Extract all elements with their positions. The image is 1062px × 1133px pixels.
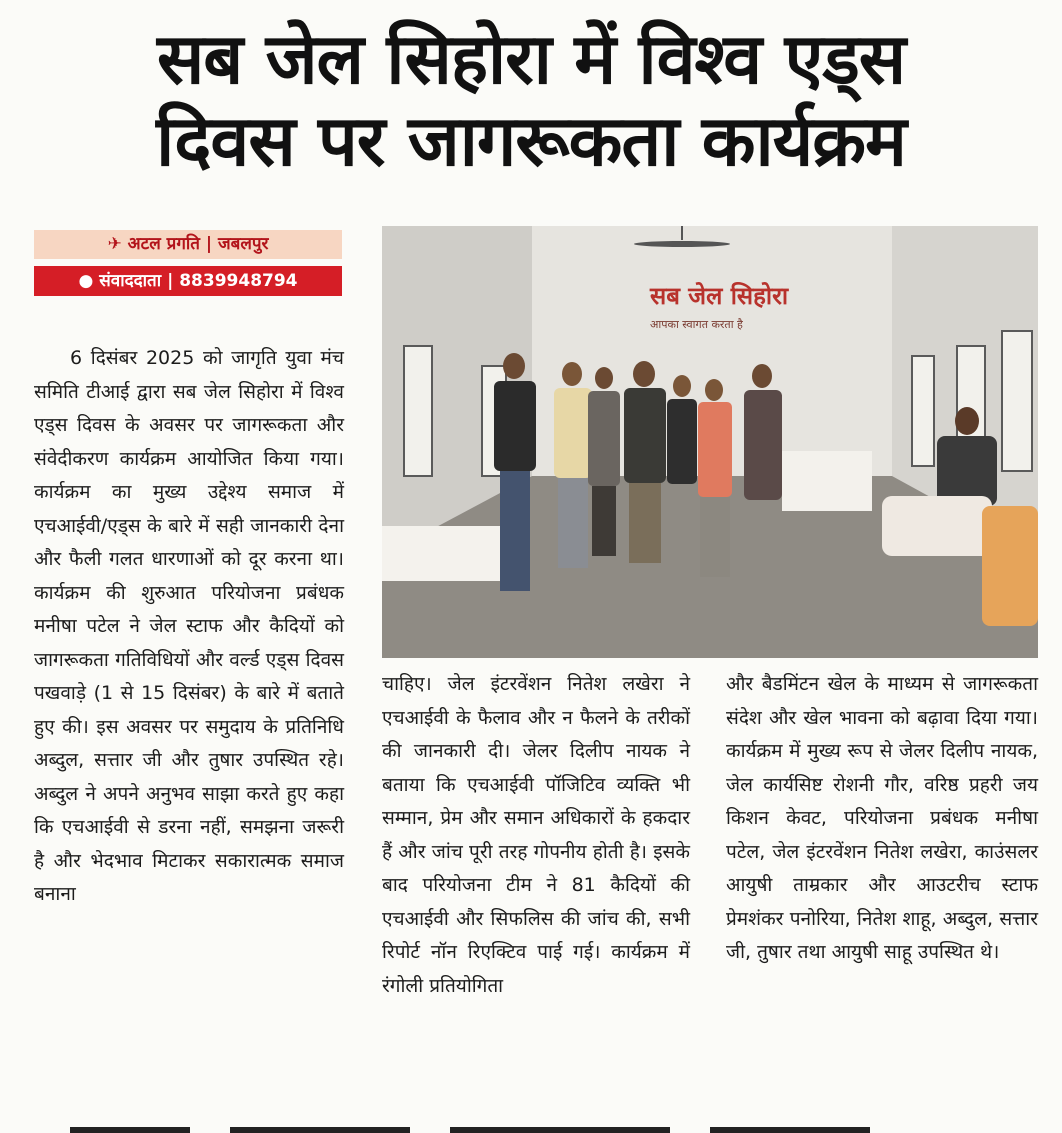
cutoff-next-headline [70,1116,1000,1133]
reporter-phone: 8839948794 [179,271,298,291]
article-column-3-text: और बैडमिंटन खेल के माध्यम से जागरूकता संदेश और खेल भावना को बढ़ावा दिया गया। कार्यक्रम में मुख्य रूप से जेलर दिलीप नायक, जेल कार्यसिष्ट रोशनी गौर, वरिष्ठ प्रहरी जय किशन केवट, परियोजना प्रबंधक मनीषा पटेल, जेल इंटरवेंशन नितेश लखेरा, काउंसलर आयुषी ताम्रकार और आउटरीच स्टाफ प्रेमशंकर पनोरिया, नितेश शाहू, अब्दुल, सत्तार जी, तुषार तथा आयुषी साहू उपस्थित थे। [726,673,1038,963]
headline [0,18,1062,182]
wall-sign-text: सब जेल सिहोरा [650,282,789,310]
article-column-1-text: 6 दिसंबर 2025 को जागृति युवा मंच समिति टीआई द्वारा सब जेल सिहोरा में विश्व एड्स दिवस के अवसर पर जागरूकता और संवेदीकरण कार्यक्रम आयोजित किया गया। कार्यक्रम का मुख्य उद्देश्य समाज में एचआईवी/एड्स के बारे में सही जानकारी देना और फैली गलत धारणाओं को दूर करना था। कार्यक्रम की शुरुआत परियोजना प्रबंधक मनीषा पटेल ने जेल स्टाफ और कैदियों को जागरूकता गतिविधियों और वर्ल्ड एड्स दिवस पखवाड़े (1 से 15 दिसंबर) के बारे में बताते हुए की। इस अवसर पर समुदाय के प्रतिनिधि अब्दुल, सत्तार जी और तुषार उपस्थित रहे। अब्दुल ने अपने अनुभव साझा करते हुए कहा कि एचआईवी से डरना नहीं, समझना जरूरी है और भेदभाव मिटाकर सकारात्मक समाज बनाना [34,347,344,905]
source-divider: | [205,234,213,254]
source-bar [34,230,342,259]
article-column-2-text: चाहिए। जेल इंटरवेंशन नितेश लखेरा ने एचआईवी के फैलाव और न फैलने के तरीकों की जानकारी दी। जेलर दिलीप नायक ने बताया कि एचआईवी पॉजिटिव व्यक्ति भी सम्मान, प्रेम और समान अधिकारों के हकदार हैं और जांच पूरी तरह गोपनीय होती है। इसके बाद परियोजना टीम ने 81 कैदियों की एचआईवी और सिफलिस की जांच की, सभी रिपोर्ट नॉन रिएक्टिव पाई गई। कार्यक्रम में रंगोली प्रतियोगिता [382,673,690,997]
reporter-bar [34,266,342,296]
article-column-3 [726,668,1038,970]
source-name: अटल प्रगति [127,234,200,254]
event-photo [382,226,1038,658]
reporter-label: संवाददाता [99,271,162,291]
headline-line-2: दिवस पर जागरूकता कार्यक्रम [156,100,906,182]
headline-line-1: सब जेल सिहोरा में विश्व एड्स [156,18,906,100]
bullet-icon: ● [78,271,94,291]
reporter-divider: | [167,271,174,291]
paper-plane-icon: ✈ [107,234,122,254]
source-city: जबलपुर [218,234,269,254]
wall-sign-subtext: आपका स्वागत करता है [650,318,743,331]
article-column-1 [34,342,344,912]
event-photo-illustration [382,226,1038,658]
article-column-2 [382,668,690,1003]
